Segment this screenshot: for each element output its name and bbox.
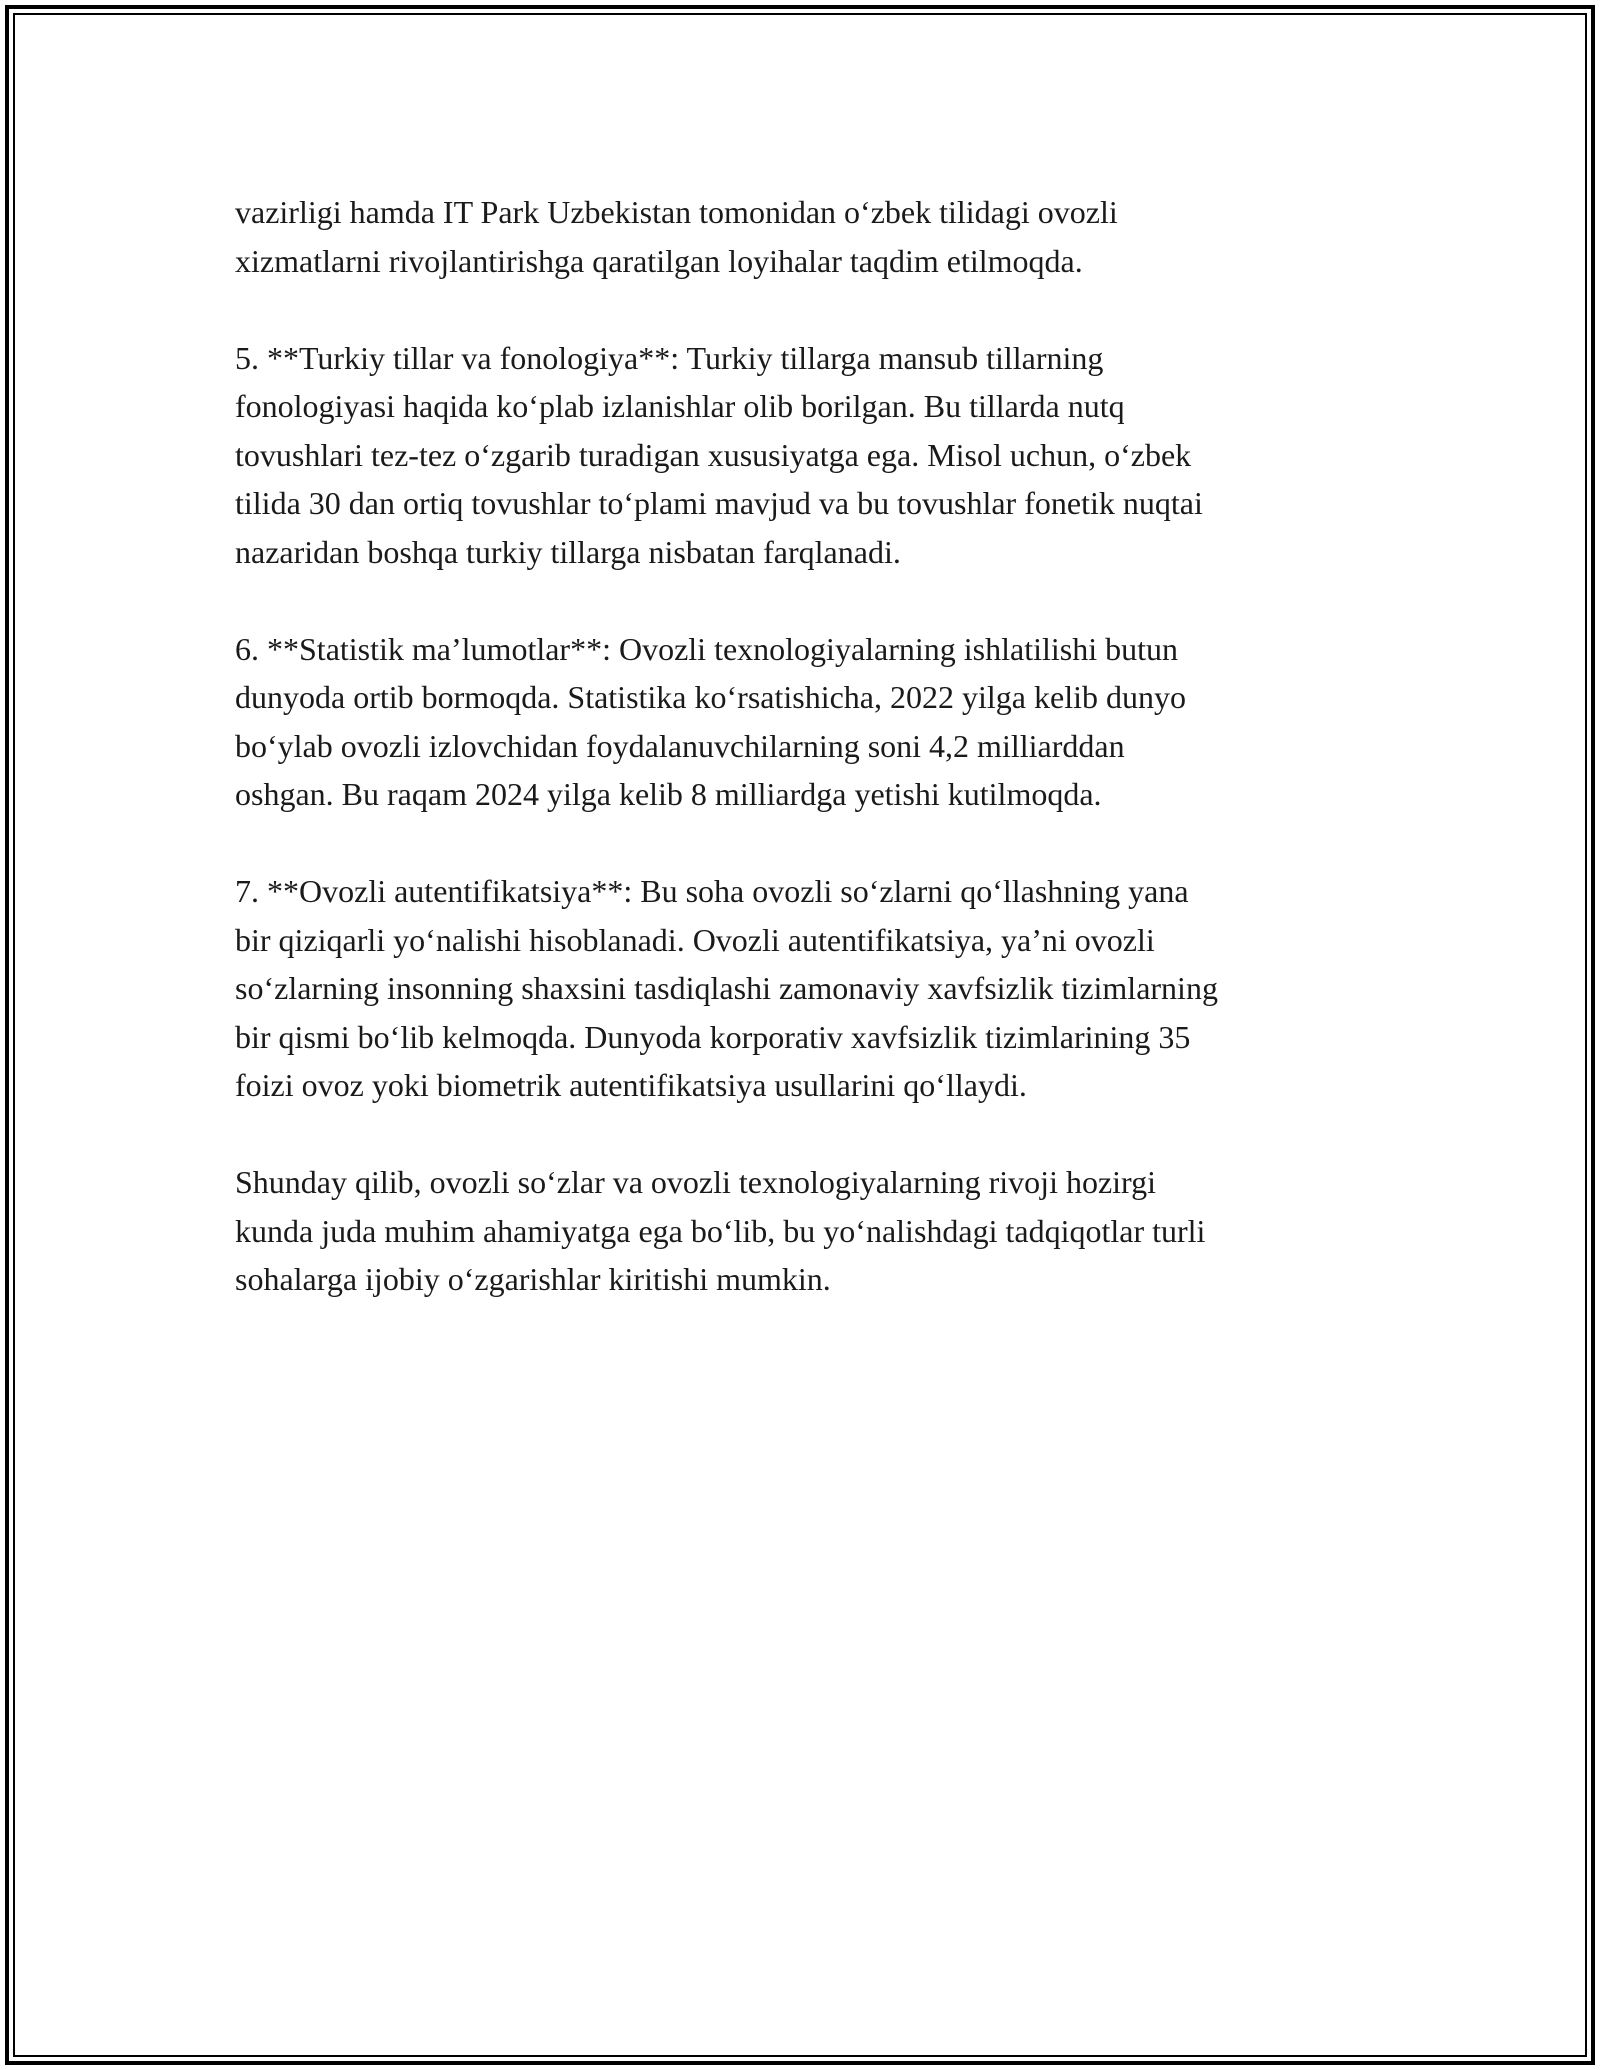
document-body (235, 188, 1370, 1304)
text-line: kunda juda muhim ahamiyatga ega bo‘lib, bu yo‘nalishdagi tadqiqotlar turli (235, 1212, 1206, 1249)
text-line: bir qiziqarli yo‘nalishi hisoblanadi. Ovozli autentifikatsiya, ya’ni ovozli (235, 921, 1155, 958)
text-line: 6. **Statistik ma’lumotlar**: Ovozli texnologiyalarning ishlatilishi butun (235, 630, 1179, 667)
paragraph-item-5 (235, 334, 1370, 577)
text-line: fonologiyasi haqida ko‘plab izlanishlar olib borilgan. Bu tillarda nutq (235, 388, 1125, 424)
text-line: xizmatlarni rivojlantirishga qaratilgan loyihalar taqdim etilmoqda. (235, 242, 1083, 279)
text-line: sohalarga ijobiy o‘zgarishlar kiritishi mumkin. (235, 1261, 831, 1297)
text-line: vazirligi hamda IT Park Uzbekistan tomonidan o‘zbek tilidagi ovozli (235, 194, 1118, 230)
text-line: oshgan. Bu raqam 2024 yilga kelib 8 milliardga yetishi kutilmoqda. (235, 776, 1102, 812)
text-line: bo‘ylab ovozli izlovchidan foydalanuvchilarning soni 4,2 milliarddan (235, 727, 1125, 764)
paragraph-item-7 (235, 867, 1370, 1110)
paragraph-continuation (235, 188, 1370, 285)
text-line: 7. **Ovozli autentifikatsiya**: Bu soha ovozli so‘zlarni qo‘llashning yana (235, 873, 1189, 909)
text-line: Shunday qilib, ovozli so‘zlar va ovozli texnologiyalarning rivoji hozirgi (235, 1164, 1157, 1200)
text-line: tilida 30 dan ortiq tovushlar to‘plami mavjud va bu tovushlar fonetik nuqtai (235, 485, 1203, 521)
text-line: nazaridan boshqa turkiy tillarga nisbatan farqlanadi. (235, 533, 901, 570)
text-line: dunyoda ortib bormoqda. Statistika ko‘rsatishicha, 2022 yilga kelib dunyo (235, 679, 1186, 715)
paragraph-item-6 (235, 625, 1370, 819)
text-line: tovushlari tez-tez o‘zgarib turadigan xususiyatga ega. Misol uchun, o‘zbek (235, 436, 1192, 473)
text-line: 5. **Turkiy tillar va fonologiya**: Turkiy tillarga mansub tillarning (235, 339, 1104, 376)
paragraph-conclusion (235, 1158, 1370, 1304)
text-line: foizi ovoz yoki biometrik autentifikatsiya usullarini qo‘llaydi. (235, 1067, 1027, 1103)
text-line: so‘zlarning insonning shaxsini tasdiqlashi zamonaviy xavfsizlik tizimlarning (235, 970, 1218, 1006)
text-line: bir qismi bo‘lib kelmoqda. Dunyoda korporativ xavfsizlik tizimlarining 35 (235, 1018, 1191, 1055)
